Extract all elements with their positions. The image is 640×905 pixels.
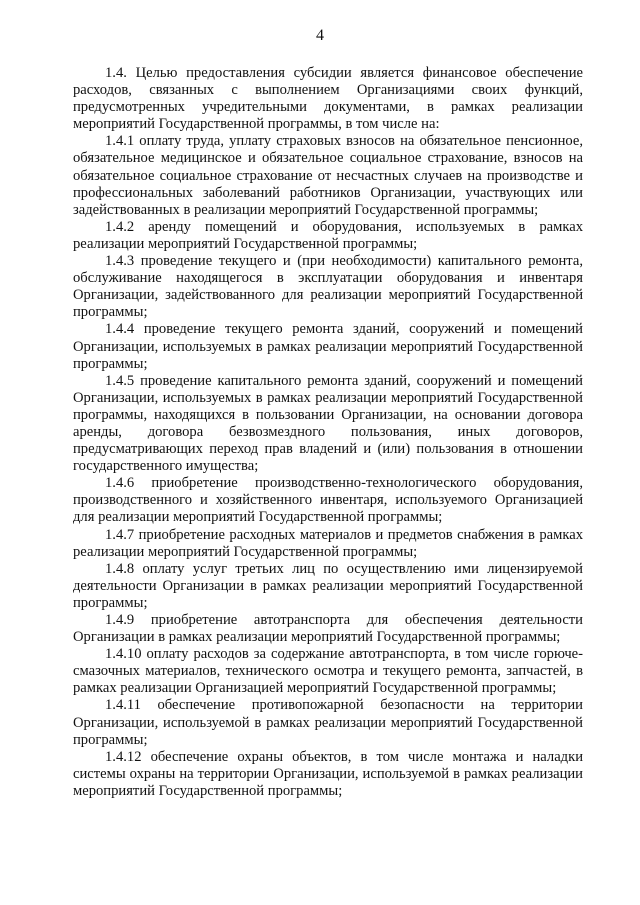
paragraph-1-4-9: 1.4.9 приобретение автотранспорта для обеспечения деятельности Организации в рамках реализации мероприятий Государственной программы; (73, 612, 583, 646)
paragraph-1-4-4: 1.4.4 проведение текущего ремонта зданий, сооружений и помещений Организации, используемых в рамках реализации мероприятий Государственной программы; (73, 321, 583, 372)
document-body (73, 65, 583, 800)
paragraph-1-4-1: 1.4.1 оплату труда, уплату страховых взносов на обязательное пенсионное, обязательное медицинское и обязательное социальное страхование, взносов на обязательное социальное страхование от несчастных случаев на производстве и профессиональных заболеваний работников Организации, участвующих или задействованных в реализации мероприятий Государственной программы; (73, 133, 583, 218)
page-number: 4 (316, 27, 324, 44)
paragraph-1-4: 1.4. Целью предоставления субсидии является финансовое обеспечение расходов, связанных с выполнением Организациями своих функций, предусмотренных учредительными документами, в рамках реализации мероприятий Государственной программы, в том числе на: (73, 65, 583, 133)
paragraph-1-4-6: 1.4.6 приобретение производственно-технологического оборудования, производственного и хозяйственного инвентаря, используемого Организацией для реализации мероприятий Государственной программы; (73, 475, 583, 526)
paragraph-1-4-10: 1.4.10 оплату расходов за содержание автотранспорта, в том числе горюче-смазочных материалов, технического осмотра и текущего ремонта, запчастей, в рамках реализации Организацией мероприятий Государственной программы; (73, 646, 583, 697)
paragraph-1-4-8: 1.4.8 оплату услуг третьих лиц по осуществлению ими лицензируемой деятельности Организации в рамках реализации мероприятий Государственной программы; (73, 560, 583, 611)
paragraph-1-4-7: 1.4.7 приобретение расходных материалов и предметов снабжения в рамках реализации мероприятий Государственной программы; (73, 526, 583, 560)
paragraph-1-4-3: 1.4.3 проведение текущего и (при необходимости) капитального ремонта, обслуживание находящегося в эксплуатации оборудования и инвентаря Организации, задействованного для реализации мероприятий Государственной программы; (73, 253, 583, 321)
paragraph-1-4-2: 1.4.2 аренду помещений и оборудования, используемых в рамках реализации мероприятий Государственной программы; (73, 218, 583, 252)
paragraph-1-4-12: 1.4.12 обеспечение охраны объектов, в том числе монтажа и наладки системы охраны на территории Организации, используемой в рамках реализации мероприятий Государственной программы; (73, 748, 583, 799)
paragraph-1-4-5: 1.4.5 проведение капитального ремонта зданий, сооружений и помещений Организации, используемых в рамках реализации мероприятий Государственной программы, находящихся в пользовании Организации, на основании договора аренды, договора безвозмездного пользования, иных договоров, предусматривающих переход прав владений и (или) пользования в отношении государственного имущества; (73, 372, 583, 475)
paragraph-1-4-11: 1.4.11 обеспечение противопожарной безопасности на территории Организации, используемой в рамках реализации мероприятий Государственной программы; (73, 697, 583, 748)
